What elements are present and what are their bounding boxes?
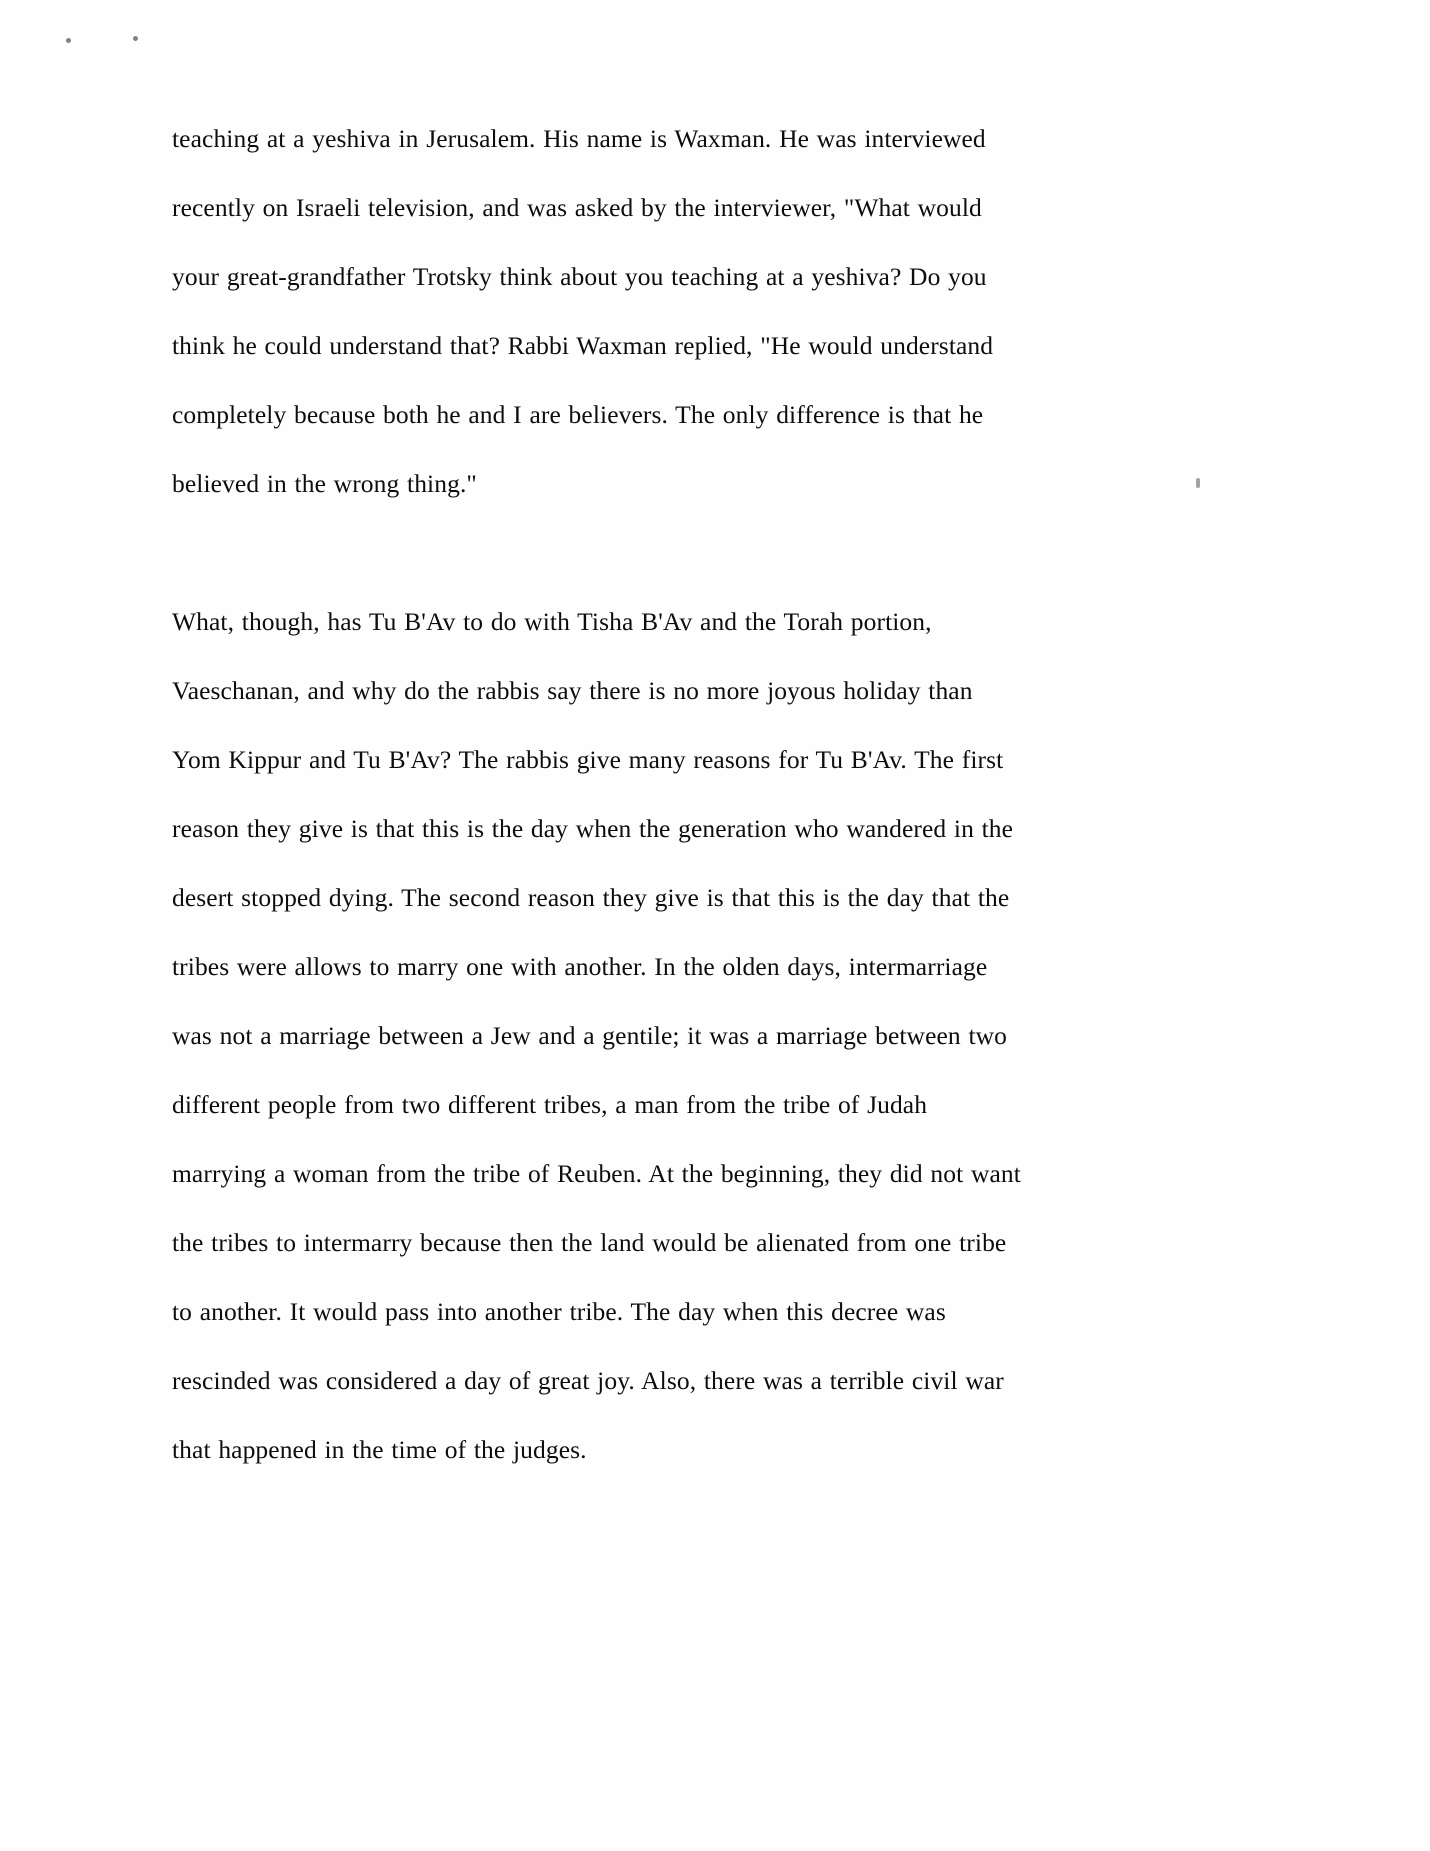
paragraph: teaching at a yeshiva in Jerusalem. His name is Waxman. He was interviewed recently on Israeli television, and was asked by the interviewer, "What would your great-grandfather Trotsky think about you teaching at a yeshiva? Do you think he could understand that? Rabbi Waxman replied, "He would understand completely because both he and I are believers. The only difference is that he believed in the wrong thing.": [172, 124, 994, 498]
scan-speck-icon: [133, 36, 138, 41]
document-text-body: [172, 104, 1022, 1484]
paragraph: What, though, has Tu B'Av to do with Tisha B'Av and the Torah portion, Vaeschanan, and why do the rabbis say there is no more joyous holiday than Yom Kippur and Tu B'Av? The rabbis give many reasons for Tu B'Av. The first reason they give is that this is the day when the generation who wandered in the desert stopped dying. The second reason they give is that this is the day that the tribes were allows to marry one with another. In the olden days, intermarriage was not a marriage between a Jew and a gentile; it was a marriage between two different people from two different tribes, a man from the tribe of Judah marrying a woman from the tribe of Reuben. At the beginning, they did not want the tribes to intermarry because then the land would be alienated from one tribe to another. It would pass into another tribe. The day when this decree was rescinded was considered a day of great joy. Also, there was a terrible civil war that happened in the time of the judges.: [172, 607, 1021, 1464]
scan-speck-icon: [66, 38, 71, 43]
margin-mark-icon: [1196, 478, 1200, 488]
